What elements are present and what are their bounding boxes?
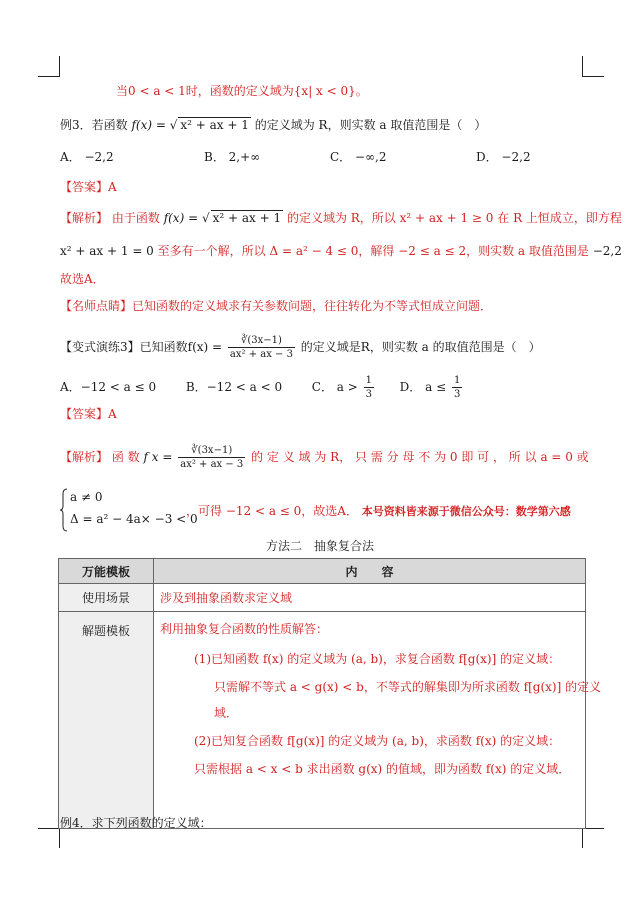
table-header-template: 万能模板	[59, 559, 154, 584]
fraction-numerator: ∛(3x−1)	[228, 334, 295, 348]
example3-answer: 【答案】A	[60, 180, 117, 194]
table-header-content: 内 容	[154, 559, 586, 584]
example3-radicand: x² + ax + 1	[180, 118, 249, 132]
crop-mark-bottom-left	[59, 828, 60, 848]
fraction-numerator: 1	[365, 375, 373, 386]
example3-suffix: 的定义域为 R，则实数 a 取值范围是（ ）	[254, 118, 487, 132]
analysis-text: 由于函数	[111, 211, 160, 225]
analysis-fraction	[178, 444, 245, 471]
template-step2-detail: 只需根据 a < x < b 求出函数 g(x) 的值域，即为函数 f(x) 的定义域．	[194, 762, 571, 776]
example3-prefix: 例3．若函数	[60, 118, 128, 132]
example3-option-b: B． 2,+∞	[204, 150, 261, 164]
analysis-fx: f x =	[143, 450, 173, 464]
analysis-equation: x² + ax + 1 = 0	[60, 244, 154, 258]
table-row	[59, 612, 586, 829]
crop-mark-top-right	[582, 76, 604, 77]
analysis-text: 的定义域为 R，所以 x² + ax + 1 ≥ 0 在 R 上恒成立，即方程	[286, 211, 622, 225]
variant3-option-c: C． a >	[311, 380, 358, 394]
intro-line: 当0 < a < 1时，函数的定义域为{x| x < 0}。	[116, 84, 368, 98]
template-step1: (1)已知函数 f(x) 的定义域为 (a, b)，求复合函数 f[g(x)] 的定义域：	[194, 652, 561, 666]
crop-mark-top-left	[38, 76, 60, 77]
analysis-text: ，可得 −12 < a ≤ 0，故选A．	[186, 504, 358, 518]
template-step1-detail: 只需解不等式 a < g(x) < b，不等式的解集即为所求函数 f[g(x)] 的定义	[214, 680, 602, 694]
example3-option-c: C． −∞,2	[330, 150, 387, 164]
row-content-scenario: 涉及到抽象函数求定义域	[154, 584, 586, 612]
template-table	[58, 558, 602, 829]
variant3-prefix: 【变式演练3】已知函数f(x) =	[60, 340, 223, 354]
fraction-denominator: ax² + ax − 3	[180, 459, 244, 470]
variant3-option-a: A．−12 < a ≤ 0	[60, 380, 157, 394]
analysis-text: 的 定 义 域 为 R， 只 需 分 母 不 为 0 即 可 ， 所 以 a = 0 或	[251, 450, 589, 464]
fraction-denominator: 3	[365, 389, 373, 400]
template-intro: 利用抽象复合函数的性质解答：	[160, 622, 329, 636]
crop-mark-top-right	[582, 56, 583, 77]
brace-icon	[60, 488, 68, 532]
analysis-fx: f(x) =	[163, 211, 199, 225]
table-header-row	[59, 559, 586, 584]
example3-analysis-line1: 【解析】 由于函数 f(x) = √ x² + ax + 1 的定义域为 R，所以 x² + ax + 1 ≥ 0 在 R 上恒成立，即方程	[60, 211, 622, 225]
crop-mark-bottom-right	[582, 828, 583, 848]
crop-mark-top-left	[59, 56, 60, 77]
variant3-fraction	[228, 334, 295, 361]
system-line1: a ≠ 0	[70, 490, 103, 504]
example3-fx: f(x) =	[131, 118, 166, 132]
variant3-option-d: D． a ≤	[399, 380, 447, 394]
row-label-scenario: 使用场景	[59, 584, 154, 612]
analysis-label: 【解析】	[60, 211, 109, 225]
analysis-radicand: x² + ax + 1	[212, 211, 282, 225]
analysis-label: 【解析】	[60, 450, 109, 464]
example4-heading: 例4．求下列函数的定义域：	[60, 816, 212, 830]
row-label-template: 解题模板	[59, 612, 154, 829]
example3-option-a: A． −2,2	[60, 150, 114, 164]
fraction-denominator: 3	[453, 389, 461, 400]
option-d-fraction	[452, 374, 462, 401]
watermark-text: 本号资料皆来源于微信公众号：数学第六感	[361, 505, 571, 518]
method2-title: 方法二 抽象复合法	[265, 539, 374, 553]
variant3-analysis-line1	[60, 440, 589, 474]
crop-mark-bottom-left	[38, 828, 60, 829]
fraction-numerator: ∛(3x−1)	[178, 444, 245, 458]
variant3-suffix: 的定义域是R，则实数 a 的取值范围是（ ）	[300, 340, 541, 354]
example3-analysis-line3: 故选A．	[60, 272, 105, 286]
variant3-question	[60, 330, 541, 364]
fraction-numerator: 1	[453, 375, 461, 386]
variant3-option-b: B．−12 < a < 0	[185, 380, 283, 394]
example3-tip: 【名师点睛】已知函数的定义域求有关参数问题，往往转化为不等式恒成立问题．	[60, 299, 493, 313]
analysis-text: 至多有一个解，所以 Δ = a² − 4 ≤ 0，解得 −2 ≤ a ≤ 2，则实数 a 取值范围是	[157, 244, 589, 258]
example3-analysis-line2	[60, 242, 622, 259]
option-c-fraction	[364, 374, 374, 401]
analysis-text: 函 数	[111, 450, 140, 464]
template-step1-detail-end: 域．	[214, 706, 239, 720]
table-row	[59, 584, 586, 612]
fraction-denominator: ax² + ax − 3	[229, 349, 293, 360]
variant3-answer: 【答案】A	[60, 407, 117, 421]
template-step2: (2)已知复合函数 f[g(x)] 的定义域为 (a, b)，求函数 f(x) 的定义域：	[194, 734, 561, 748]
variant3-options	[60, 372, 464, 402]
example3-option-d: D． −2,2	[476, 150, 531, 164]
system-line2: Δ = a² − 4a× −3 < 0	[70, 512, 198, 526]
analysis-range: −2,2	[592, 244, 622, 258]
example3-question: 例3．若函数 f(x) = √ x² + ax + 1 的定义域为 R，则实数 a 取值范围是（ ）	[60, 118, 487, 132]
variant3-analysis-line2	[186, 502, 571, 519]
row-content-template	[154, 612, 602, 829]
